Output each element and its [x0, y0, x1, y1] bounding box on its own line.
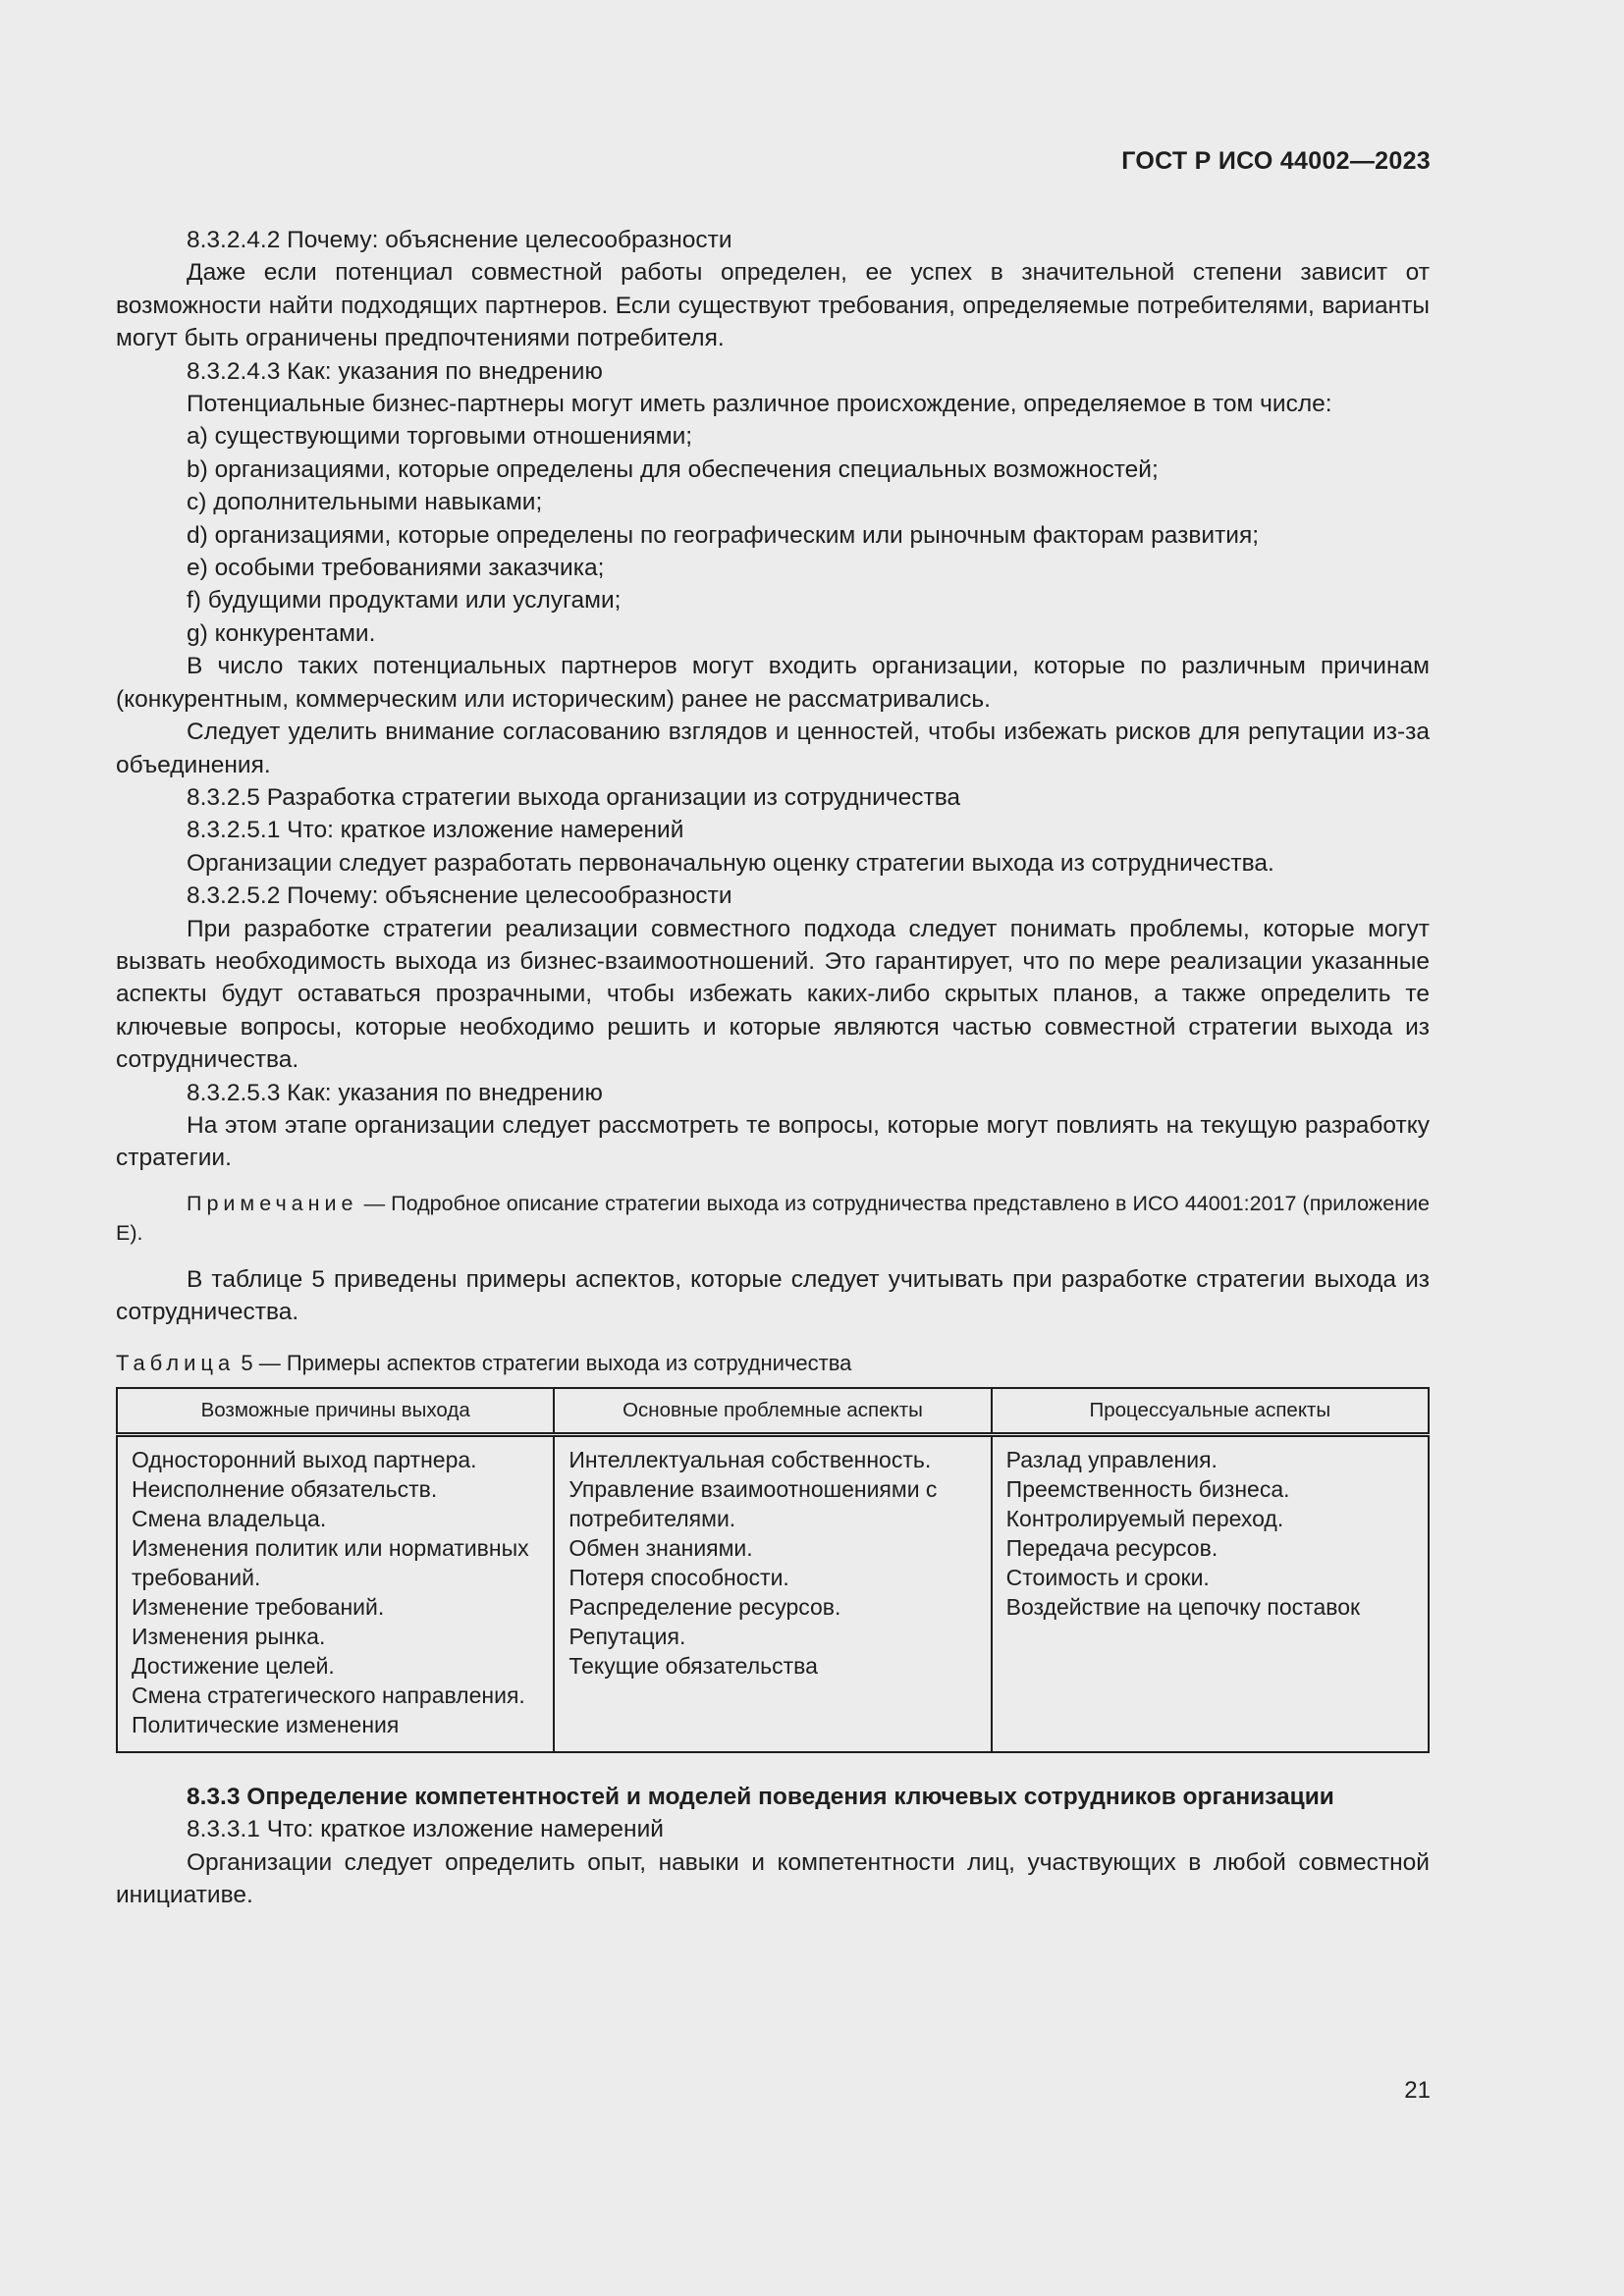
section-heading-8-3-2-5-3: 8.3.2.5.3 Как: указания по внедрению: [187, 1079, 603, 1106]
cell-line: Смена стратегического направления.: [132, 1682, 525, 1708]
section-heading-8-3-3: 8.3.3 Определение компетентностей и моделей поведения ключевых сотрудников организации: [187, 1784, 1334, 1810]
list-item: g) конкурентами.: [187, 619, 376, 647]
list-item: е) особыми требованиями заказчика;: [187, 555, 605, 582]
partner-origin-list: [116, 420, 1430, 650]
note: [116, 1189, 1430, 1248]
note-label: Примечание: [187, 1191, 358, 1215]
column-header: Процессуальные аспекты: [992, 1388, 1429, 1435]
cell-line: Односторонний выход партнера.: [132, 1447, 477, 1472]
cell-line: Смена владельца.: [132, 1506, 327, 1531]
cell-line: Политические изменения: [132, 1712, 400, 1737]
cell-line: Изменения рынка.: [132, 1624, 326, 1649]
cell-line: Передача ресурсов.: [1005, 1535, 1218, 1561]
section-heading-8-3-2-4-3: 8.3.2.4.3 Как: указания по внедрению: [187, 357, 603, 385]
exit-strategy-table: [116, 1387, 1430, 1753]
cell-line: Потеря способности.: [568, 1565, 789, 1590]
paragraph: В число таких потенциальных партнеров могут входить организации, которые по различным причинам (конкурентным, коммерческим или историческим) ранее не рассматривались.: [116, 653, 1430, 713]
cell-line: Разлад управления.: [1005, 1447, 1218, 1472]
paragraph: Даже если потенциал совместной работы определен, ее успех в значительной степени зависит от возможности найти подходящих партнеров. Если существуют требования, определяемые потребителями, варианты могут быть ограничены предпочтениями потребителя.: [116, 259, 1430, 352]
table-row: [117, 1435, 1429, 1753]
table-cell-process-aspects: [992, 1435, 1429, 1753]
cell-line: Преемственность бизнеса.: [1005, 1476, 1290, 1502]
section-heading-8-3-2-5-2: 8.3.2.5.2 Почему: объяснение целесообразности: [187, 882, 732, 910]
document-id-header: ГОСТ Р ИСО 44002—2023: [1121, 147, 1431, 175]
section-heading-8-3-2-5-1: 8.3.2.5.1 Что: краткое изложение намерений: [187, 817, 684, 844]
list-item: d) организациями, которые определены по географическим или рыночным факторам развития;: [187, 521, 1260, 549]
list-item: с) дополнительными навыками;: [187, 489, 543, 516]
list-item: f) будущими продуктами или услугами;: [187, 587, 622, 614]
cell-line: Изменение требований.: [132, 1594, 385, 1620]
cell-line: Распределение ресурсов.: [568, 1594, 841, 1620]
paragraph: При разработке стратегии реализации совместного подхода следует понимать проблемы, которые могут вызвать необходимость выхода из бизнес-взаимоотношений. Это гарантирует, что по мере реализации указанные аспекты будут оставаться прозрачными, чтобы избежать каких-либо скрытых планов, а также определить те ключевые вопросы, которые необходимо решить и которые являются частью совместной стратегии выхода из сотрудничества.: [116, 915, 1430, 1074]
section-heading-8-3-2-5: 8.3.2.5 Разработка стратегии выхода организации из сотрудничества: [187, 783, 961, 811]
table-caption-text: 5 — Примеры аспектов стратегии выхода из сотрудничества: [235, 1350, 852, 1375]
cell-line: Изменения политик или нормативных требований.: [132, 1535, 529, 1590]
cell-line: Интеллектуальная собственность.: [568, 1447, 932, 1472]
paragraph: На этом этапе организации следует рассмотреть те вопросы, которые могут повлиять на текущую разработку стратегии.: [116, 1111, 1430, 1172]
cell-line: Контролируемый переход.: [1005, 1506, 1284, 1531]
paragraph: Организации следует разработать первоначальную оценку стратегии выхода из сотрудничества.: [187, 849, 1274, 877]
cell-line: Неисполнение обязательств.: [132, 1476, 438, 1502]
paragraph: Организации следует определить опыт, навыки и компетентности лиц, участвующих в любой совместной инициативе.: [116, 1848, 1430, 1909]
page-number: 21: [1404, 2077, 1431, 2104]
table-caption: [116, 1347, 1430, 1379]
list-item: b) организациями, которые определены для обеспечения специальных возможностей;: [187, 455, 1159, 483]
table-header-row: [117, 1388, 1429, 1435]
list-item: а) существующими торговыми отношениями;: [187, 423, 693, 451]
table-intro-paragraph: В таблице 5 приведены примеры аспектов, которые следует учитывать при разработке стратегии выхода из сотрудничества.: [116, 1265, 1430, 1326]
table-cell-exit-reasons: [117, 1435, 554, 1753]
paragraph: Потенциальные бизнес-партнеры могут иметь различное происхождение, определяемое в том числе:: [187, 391, 1332, 418]
section-heading-8-3-3-1: 8.3.3.1 Что: краткое изложение намерений: [187, 1816, 664, 1843]
paragraph: Следует уделить внимание согласованию взглядов и ценностей, чтобы избежать рисков для репутации из-за объединения.: [116, 719, 1430, 778]
note-text: — Подробное описание стратегии выхода из сотрудничества представлено в ИСО 44001:2017 (приложение Е).: [116, 1191, 1430, 1245]
cell-line: Стоимость и сроки.: [1005, 1565, 1210, 1590]
cell-line: Текущие обязательства: [568, 1653, 818, 1679]
cell-line: Воздействие на цепочку поставок: [1005, 1594, 1361, 1620]
table-caption-label: Таблица: [116, 1350, 236, 1375]
cell-line: Обмен знаниями.: [568, 1535, 753, 1561]
page-content: [116, 224, 1430, 1912]
cell-line: Управление взаимоотношениями с потребителями.: [568, 1476, 938, 1531]
column-header: Возможные причины выхода: [117, 1388, 554, 1435]
column-header: Основные проблемные аспекты: [554, 1388, 991, 1435]
cell-line: Достижение целей.: [132, 1653, 335, 1679]
table-cell-problem-aspects: [554, 1435, 991, 1753]
section-heading-8-3-2-4-2: 8.3.2.4.2 Почему: объяснение целесообразности: [187, 227, 732, 253]
cell-line: Репутация.: [568, 1624, 686, 1649]
